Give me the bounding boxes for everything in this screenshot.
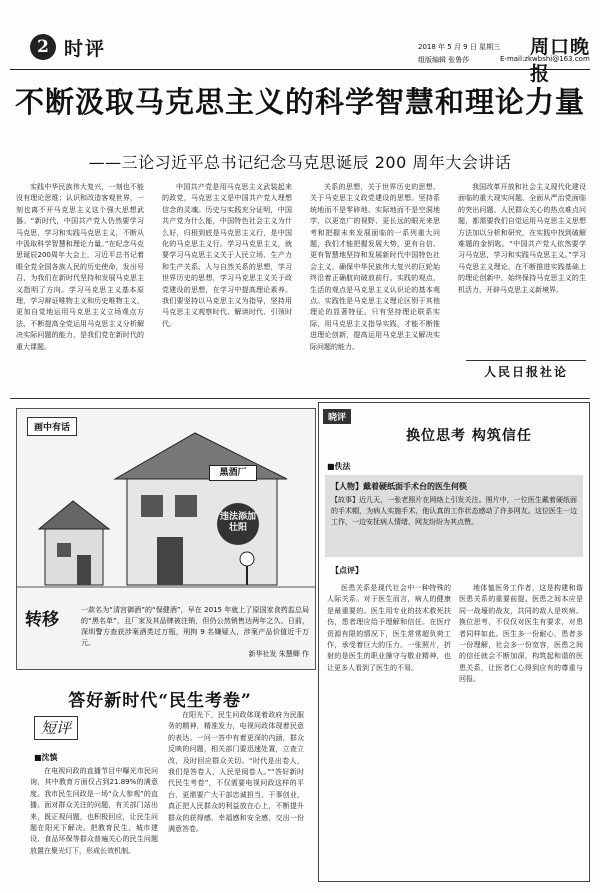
newspaper-logo: 周口晚报 — [530, 36, 591, 85]
cartoon-label: 画中有话 — [27, 417, 77, 436]
cartoon-panel — [16, 408, 316, 670]
contact-email: E-mail:zkwbshi@163.com — [500, 55, 590, 63]
panel-author: ■佚法 — [327, 462, 351, 471]
big-house-roof — [115, 433, 287, 479]
comment-tag: 【点评】 — [331, 566, 363, 575]
editorial-signature: 人民日报社论 — [466, 360, 586, 382]
main-headline: 不断汲取马克思主义的科学智慧和理论力量 — [14, 85, 585, 119]
small-house — [45, 529, 103, 585]
divider — [10, 398, 590, 399]
story-box — [325, 475, 583, 557]
cartoon-caption — [81, 605, 309, 660]
cartoon-title: 转移 — [25, 610, 59, 630]
editorial-column-4 — [458, 182, 586, 354]
stamp-badge: 违法添加壮阳 — [217, 503, 259, 545]
commentary-author: ■沈慎 — [34, 753, 58, 762]
column-text: 地体恤医务工作者，这是构建和谐医患关系的重要前提。医患之间本应是同一战壕的战友，共同的敌人是疾病。换位思考，不仅仅对医生有要求，对患者同样如此。医生多一份耐心，患者多一份理解，社会多一份宽容，医患之间的信任就会不断加深，构筑起和谐的医患关系，让医者仁心得到应有的尊重与回报。 — [459, 584, 583, 684]
section-title: 时评 — [64, 38, 107, 60]
cartoon-illustration — [17, 409, 315, 599]
panel-badge: 晓评 — [323, 409, 351, 424]
column-text: 中国共产党是用马克思主义武装起来的政党，马克思主义是中国共产党人理想信念的灵魂。历史与实践充分证明，中国共产党为什么能，中国特色社会主义为什么好，归根到底是马克思主义行，是中国化的马克思主义行。学习马克思主义，就要学习马克思主义关于人民立场、生产力和生产关系、人与自然关系的思想，学习世界历史的思想，学习马克思主义关于政党建设的思想，在学习中提高理论素养。我们要坚持以马克思主义为指导，坚持用马克思主义观察时代、解读时代、引领时代。 — [162, 183, 292, 328]
page-header — [10, 28, 591, 85]
cartoon-credit: 新华社发 朱慧卿 作 — [248, 650, 309, 658]
column-text: 我国改革开放和社会主义现代化建设面临的重大现实问题、全面从严治党面临的突出问题、人民群众关心的热点难点问题，都需要我们自觉运用马克思主义思想方法加以分析和研究，在实践中找到破解难题的金钥匙。“中国共产党人依然要学习马克思，学习和实践马克思主义。”学习马克思主义理论，在不断推进实践基础上的理论创新中，始终保持马克思主义的生机活力，开辟马克思主义新境界。 — [458, 183, 586, 294]
caption-text: 一款名为“清宫御酒”的“保健酒”，早在 2015 年就上了原国家食药监总局的“黑名单”，且厂家及其品牌被注销，但仍公然销售达两年之久。日前，深圳警方查获涉案酒类过万瓶，刑拘 9 名嫌疑人，涉案产品价值近千万元。 — [81, 606, 309, 647]
sub-headline: ——三论习近平总书记纪念马克思诞辰 200 周年大会讲话 — [88, 153, 512, 172]
panel-title: 换位思考 构筑信任 — [406, 428, 532, 444]
story-text: 【故事】近几天，一张老照片在网络上引发关注。照片中，一位医生戴着硬纸面的手术帽，为病人实施手术，他认真的工作状态感动了许多网友。这位医生一边工作，一边安抚病人情绪，网友纷纷为其点赞。 — [331, 496, 577, 526]
panel-column-1 — [327, 583, 451, 875]
right-commentary-panel — [318, 402, 590, 882]
column-text: 实践中华民族伟大复兴，一刻也不能没有理论思维；认识和改造客观世界，一刻也离不开马克思主义这个强大思想武器。“新时代，中国共产党人仍然要学习马克思，学习和实践马克思主义，不断从中汲取科学智慧和理论力量。”在纪念马克思诞辰200周年大会上，习近平总书记着眼全党全国各族人民的历史使命，发出号召，为我们在新时代坚持和发展马克思主义指明了方向。学习马克思主义基本原理，学习辩证唯物主义和历史唯物主义，更加自觉地运用马克思主义立场观点方法，不断提高全党运用马克思主义分析解决实际问题的能力，是我们党在新时代的重大课题。 — [16, 183, 144, 351]
commentary-title: 答好新时代“民生考卷” — [68, 691, 252, 711]
small-house-roof — [39, 501, 109, 529]
column-text: 在电视问政的直播节目中曝光市民问询，其中教育方面仅占到21.89%的满意度。我市民生问政是一场“众人参观”的直播。面对群众关注的问题，有关部门站出来，既正视问题，也积极回应，让民生问题在阳光下解决。把教育民生、城市建设、食品环保等群众普遍关心的民生问题放置在聚光灯下，形成长效机制。 — [30, 767, 158, 855]
column-text: 医患关系是现代社会中一种特殊的人际关系。对于医生而言，病人的健康是最重要的。医生用专业的技术救死扶伤，患者理应给予理解和信任。在医疗资源有限的情况下，医生常常超负荷工作，承受着巨大的压力。一张照片，折射的是医生的职业操守与敬业精神，也让更多人看到了医生的不易。 — [327, 584, 451, 672]
short-comment-box: 短评 — [34, 716, 78, 740]
panel-column-2 — [459, 583, 583, 875]
layout-editor: 组版编辑 张鲁莎 — [418, 56, 470, 64]
house-sign: 黑酒厂 — [209, 465, 257, 481]
editorial-column-1 — [16, 182, 144, 394]
editorial-column-3 — [310, 182, 440, 394]
page-number: 2 — [30, 34, 56, 60]
person-head — [240, 552, 254, 566]
commentary-column-2 — [168, 710, 304, 884]
column-text: 关系的思想，关于世界历史的思想，关于马克思主义政党建设的思想。坚持系统地而不是零碎地、实际地而不是空洞地学，以更宽广的视野、更长远的眼光来思考和把握未来发展面临的一系列重大问题，我们才能把握发展大势，更有自信、更有智慧地坚持和发展新时代中国特色社会主义，确保中华民族伟大复兴的巨轮始终沿着正确航向破浪前行。实践的观点，生活的观点是马克思主义认识论的基本观点。实践性是马克思主义理论区别于其他理论的显著特征。只有坚持理论联系实际，用马克思主义指导实践，才能不断推进理论创新，提高运用马克思主义解决实际问题的能力。 — [310, 183, 440, 351]
editorial-column-2 — [162, 182, 292, 394]
issue-date: 2018 年 5 月 9 日 星期三 — [418, 43, 501, 51]
story-heading: 【人物】戴着硬纸面手术台的医生何筷 — [331, 482, 467, 491]
column-text: 在阳光下，民生问政体现着政府为民服务的精神，精准发力，电视问政体现着民意的表达。一问一答中有着更深的内涵，群众反映的问题，相关部门要迅速处置，立查立改，及时回应群众关切。“时代是出卷人，我们是答卷人，人民是阅卷人。”“答好新时代民生考卷”，不仅需要电视问政这样的平台，更需要广大干部忠诚担当、干事创业，真正把人民群众的利益放在心上，不断提升群众的获得感、幸福感和安全感，交出一份满意答卷。 — [168, 711, 304, 834]
commentary-column-1 — [30, 766, 158, 884]
